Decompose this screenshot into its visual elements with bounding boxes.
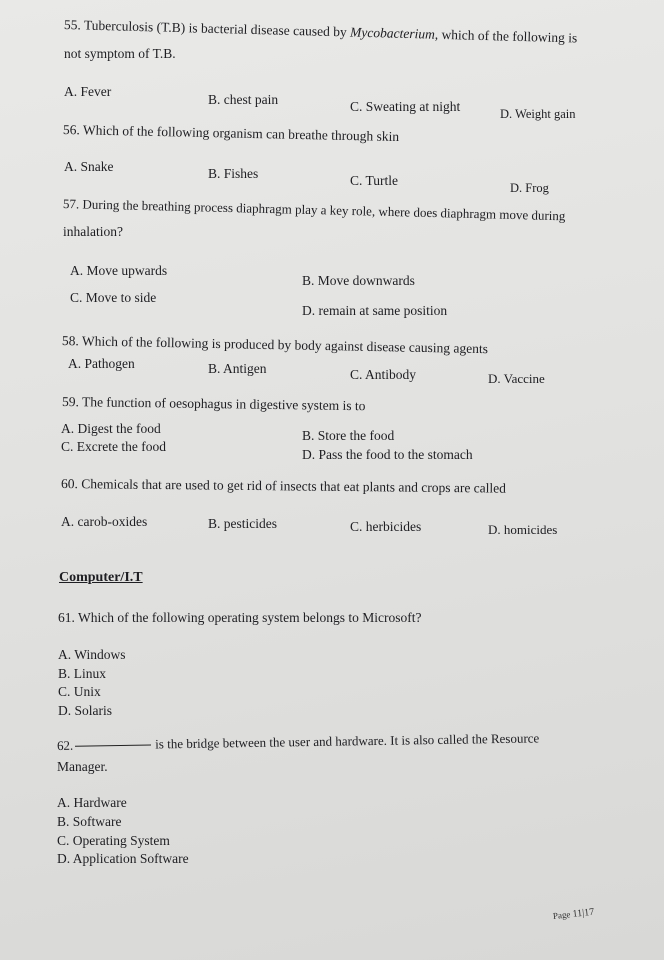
question-61-text: 61. Which of the following operating system belongs to Microsoft?: [58, 610, 422, 625]
question-60-option-d: D. homicides: [488, 522, 558, 537]
question-61-option-d: D. Solaris: [58, 703, 112, 718]
question-61-option-a: A. Windows: [58, 647, 126, 662]
question-60-option-a: A. carob-oxides: [61, 514, 148, 529]
question-62-number: 62.: [56, 737, 74, 753]
question-60-option-b: B. pesticides: [208, 516, 277, 531]
question-56-option-b: B. Fishes: [208, 166, 259, 181]
question-58-option-b: B. Antigen: [208, 361, 267, 376]
question-62-option-b: B. Software: [57, 814, 122, 829]
question-59-option-d: D. Pass the food to the stomach: [302, 447, 473, 462]
question-55-text-end: , which of the following is: [434, 26, 578, 46]
question-57-line1: 57. During the breathing process diaphragm play a key role, where does diaphragm move during: [62, 196, 566, 224]
question-55-option-d: D. Weight gain: [500, 107, 576, 121]
question-62-line1: [57, 730, 540, 754]
page-number: 11|17: [572, 906, 595, 920]
question-60-text: 60. Chemicals that are used to get rid of insects that eat plants and crops are called: [60, 476, 507, 496]
question-62-text: is the bridge between the user and hardware. It is also called the Resource: [155, 730, 540, 752]
question-62-line2: Manager.: [57, 759, 108, 774]
question-55-organism: Mycobacterium: [349, 24, 436, 42]
question-58-text: 58. Which of the following is produced by body against disease causing agents: [61, 333, 489, 357]
question-59-option-a: A. Digest the food: [61, 421, 161, 436]
question-55-option-c: C. Sweating at night: [350, 99, 461, 114]
question-55-line1: [64, 17, 578, 46]
question-59-option-b: B. Store the food: [302, 428, 395, 443]
question-55-line2: not symptom of T.B.: [64, 46, 176, 61]
question-55-option-a: A. Fever: [64, 84, 112, 99]
question-58-option-c: C. Antibody: [350, 367, 417, 382]
section-heading-computer-it: Computer/I.T: [59, 570, 143, 585]
question-57-option-b: B. Move downwards: [302, 273, 415, 288]
question-55-option-b: B. chest pain: [208, 92, 279, 107]
question-59-text: 59. The function of oesophagus in digestive system is to: [61, 394, 366, 414]
question-56-option-c: C. Turtle: [350, 173, 399, 188]
page-footer: [552, 904, 595, 925]
question-57-option-c: C. Move to side: [70, 290, 157, 305]
question-58-option-a: A. Pathogen: [68, 356, 135, 371]
question-57-line2: inhalation?: [63, 224, 123, 239]
question-62-option-a: A. Hardware: [57, 795, 127, 810]
question-62-option-c: C. Operating System: [57, 833, 170, 848]
question-57-option-a: A. Move upwards: [70, 263, 168, 278]
question-56-text: 56. Which of the following organism can breathe through skin: [62, 122, 400, 145]
question-58-option-d: D. Vaccine: [488, 371, 545, 386]
question-61-option-b: B. Linux: [58, 666, 107, 681]
question-57-option-d: D. remain at same position: [302, 303, 448, 318]
page-label: Page: [552, 909, 571, 921]
answer-blank: [75, 744, 151, 747]
question-56-option-d: D. Frog: [510, 181, 549, 195]
question-59-option-c: C. Excrete the food: [61, 439, 166, 454]
question-61-option-c: C. Unix: [58, 684, 101, 699]
question-60-option-c: C. herbicides: [350, 519, 422, 534]
question-55-text-start: 55. Tuberculosis (T.B) is bacterial disease caused by: [63, 17, 351, 40]
question-62-option-d: D. Application Software: [57, 851, 189, 866]
question-56-option-a: A. Snake: [64, 159, 114, 174]
